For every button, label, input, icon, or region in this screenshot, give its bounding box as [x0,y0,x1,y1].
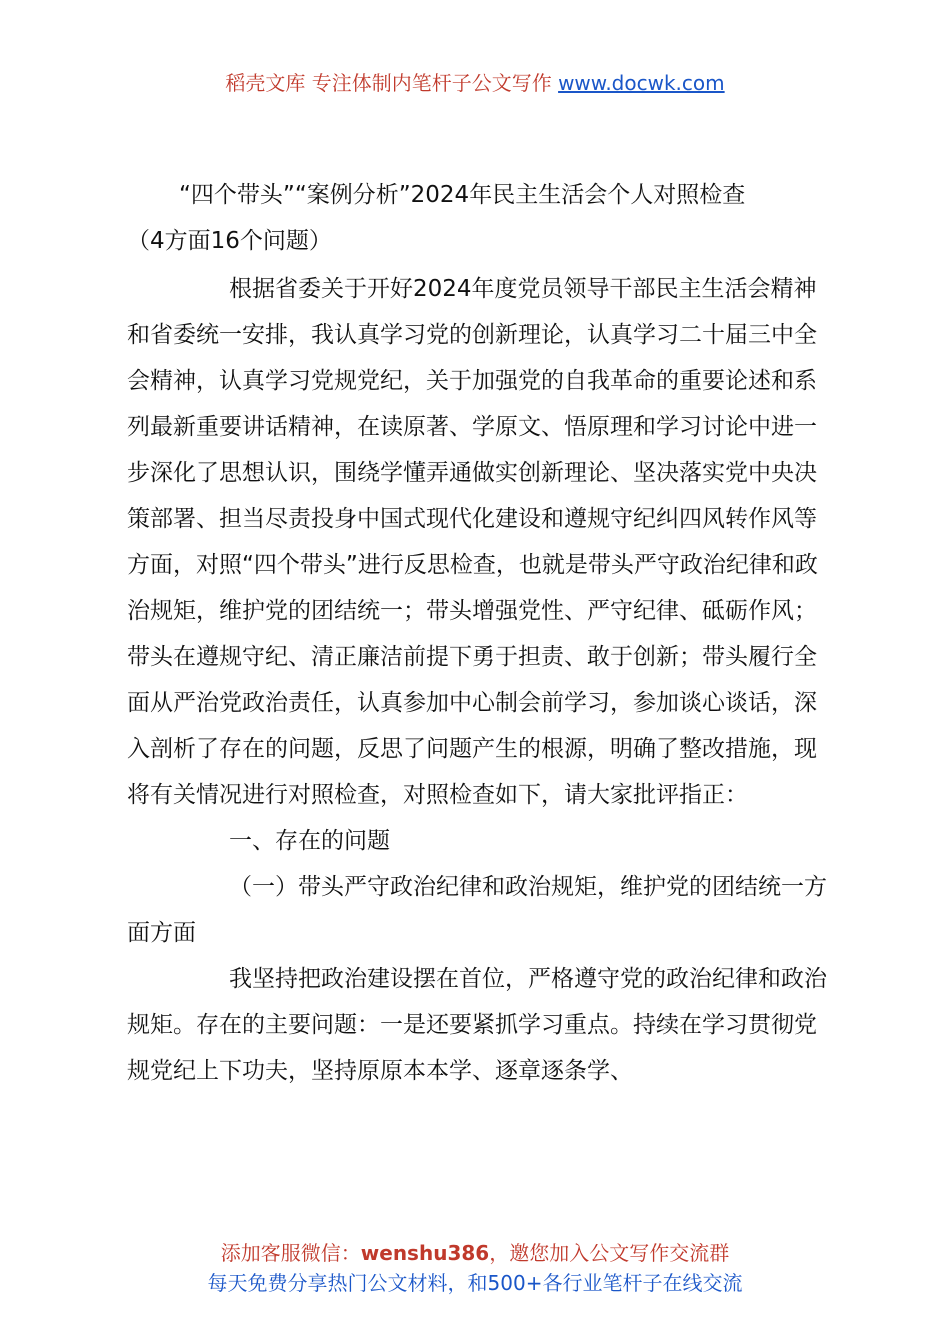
body-paragraph: 我坚持把政治建设摆在首位，严格遵守党的政治纪律和政治规矩。存在的主要问题：一是还要紧抓学习重点。持续在学习贯彻党规党纪上下功夫，坚持原原本本学、逐章逐条学、 [127,966,827,1084]
footer-contact-prefix: 添加客服微信： [220,1241,361,1265]
subsection-heading: （一）带头严守政治纪律和政治规矩，维护党的团结统一方面方面 [127,874,827,946]
document-subtitle: （4方面16个问题） [127,228,332,254]
wechat-id: wenshu386 [360,1241,490,1265]
footer-contact-line [0,1238,950,1268]
document-body [127,266,827,1094]
footer-promo-line: 每天免费分享热门公文材料，和500+各行业笔杆子在线交流 [207,1271,743,1295]
page-footer [0,1238,950,1298]
page-header [0,68,950,98]
footer-contact-suffix: ，邀您加入公文写作交流群 [489,1241,730,1265]
website-link[interactable]: www.docwk.com [558,71,725,95]
document-title: “四个带头”“案例分析”2024年民主生活会个人对照检查 [179,182,746,208]
section-heading: 一、存在的问题 [229,828,390,854]
intro-paragraph: 根据省委关于开好2024年度党员领导干部民主生活会精神和省委统一安排，我认真学习党的创新理论，认真学习二十届三中全会精神，认真学习党规党纪，关于加强党的自我革命的重要论述和系列最新重要讲话精神，在读原著、学原文、悟原理和学习讨论中进一步深化了思想认识，围绕学懂弄通做实创新理论、坚决落实党中央决策部署、担当尽责投身中国式现代化建设和遵规守纪纠四风转作风等方面，对照“四个带头”进行反思检查，也就是带头严守政治纪律和政治规矩，维护党的团结统一；带头增强党性、严守纪律、砥砺作风；带头在遵规守纪、清正廉洁前提下勇于担责、敢于创新；带头履行全面从严治党政治责任，认真参加中心制会前学习，参加谈心谈话，深入剖析了存在的问题，反思了问题产生的根源，明确了整改措施，现将有关情况进行对照检查，对照检查如下，请大家批评指正： [127,276,818,808]
brand-text: 稻壳文库 专注体制内笔杆子公文写作 [225,71,552,95]
